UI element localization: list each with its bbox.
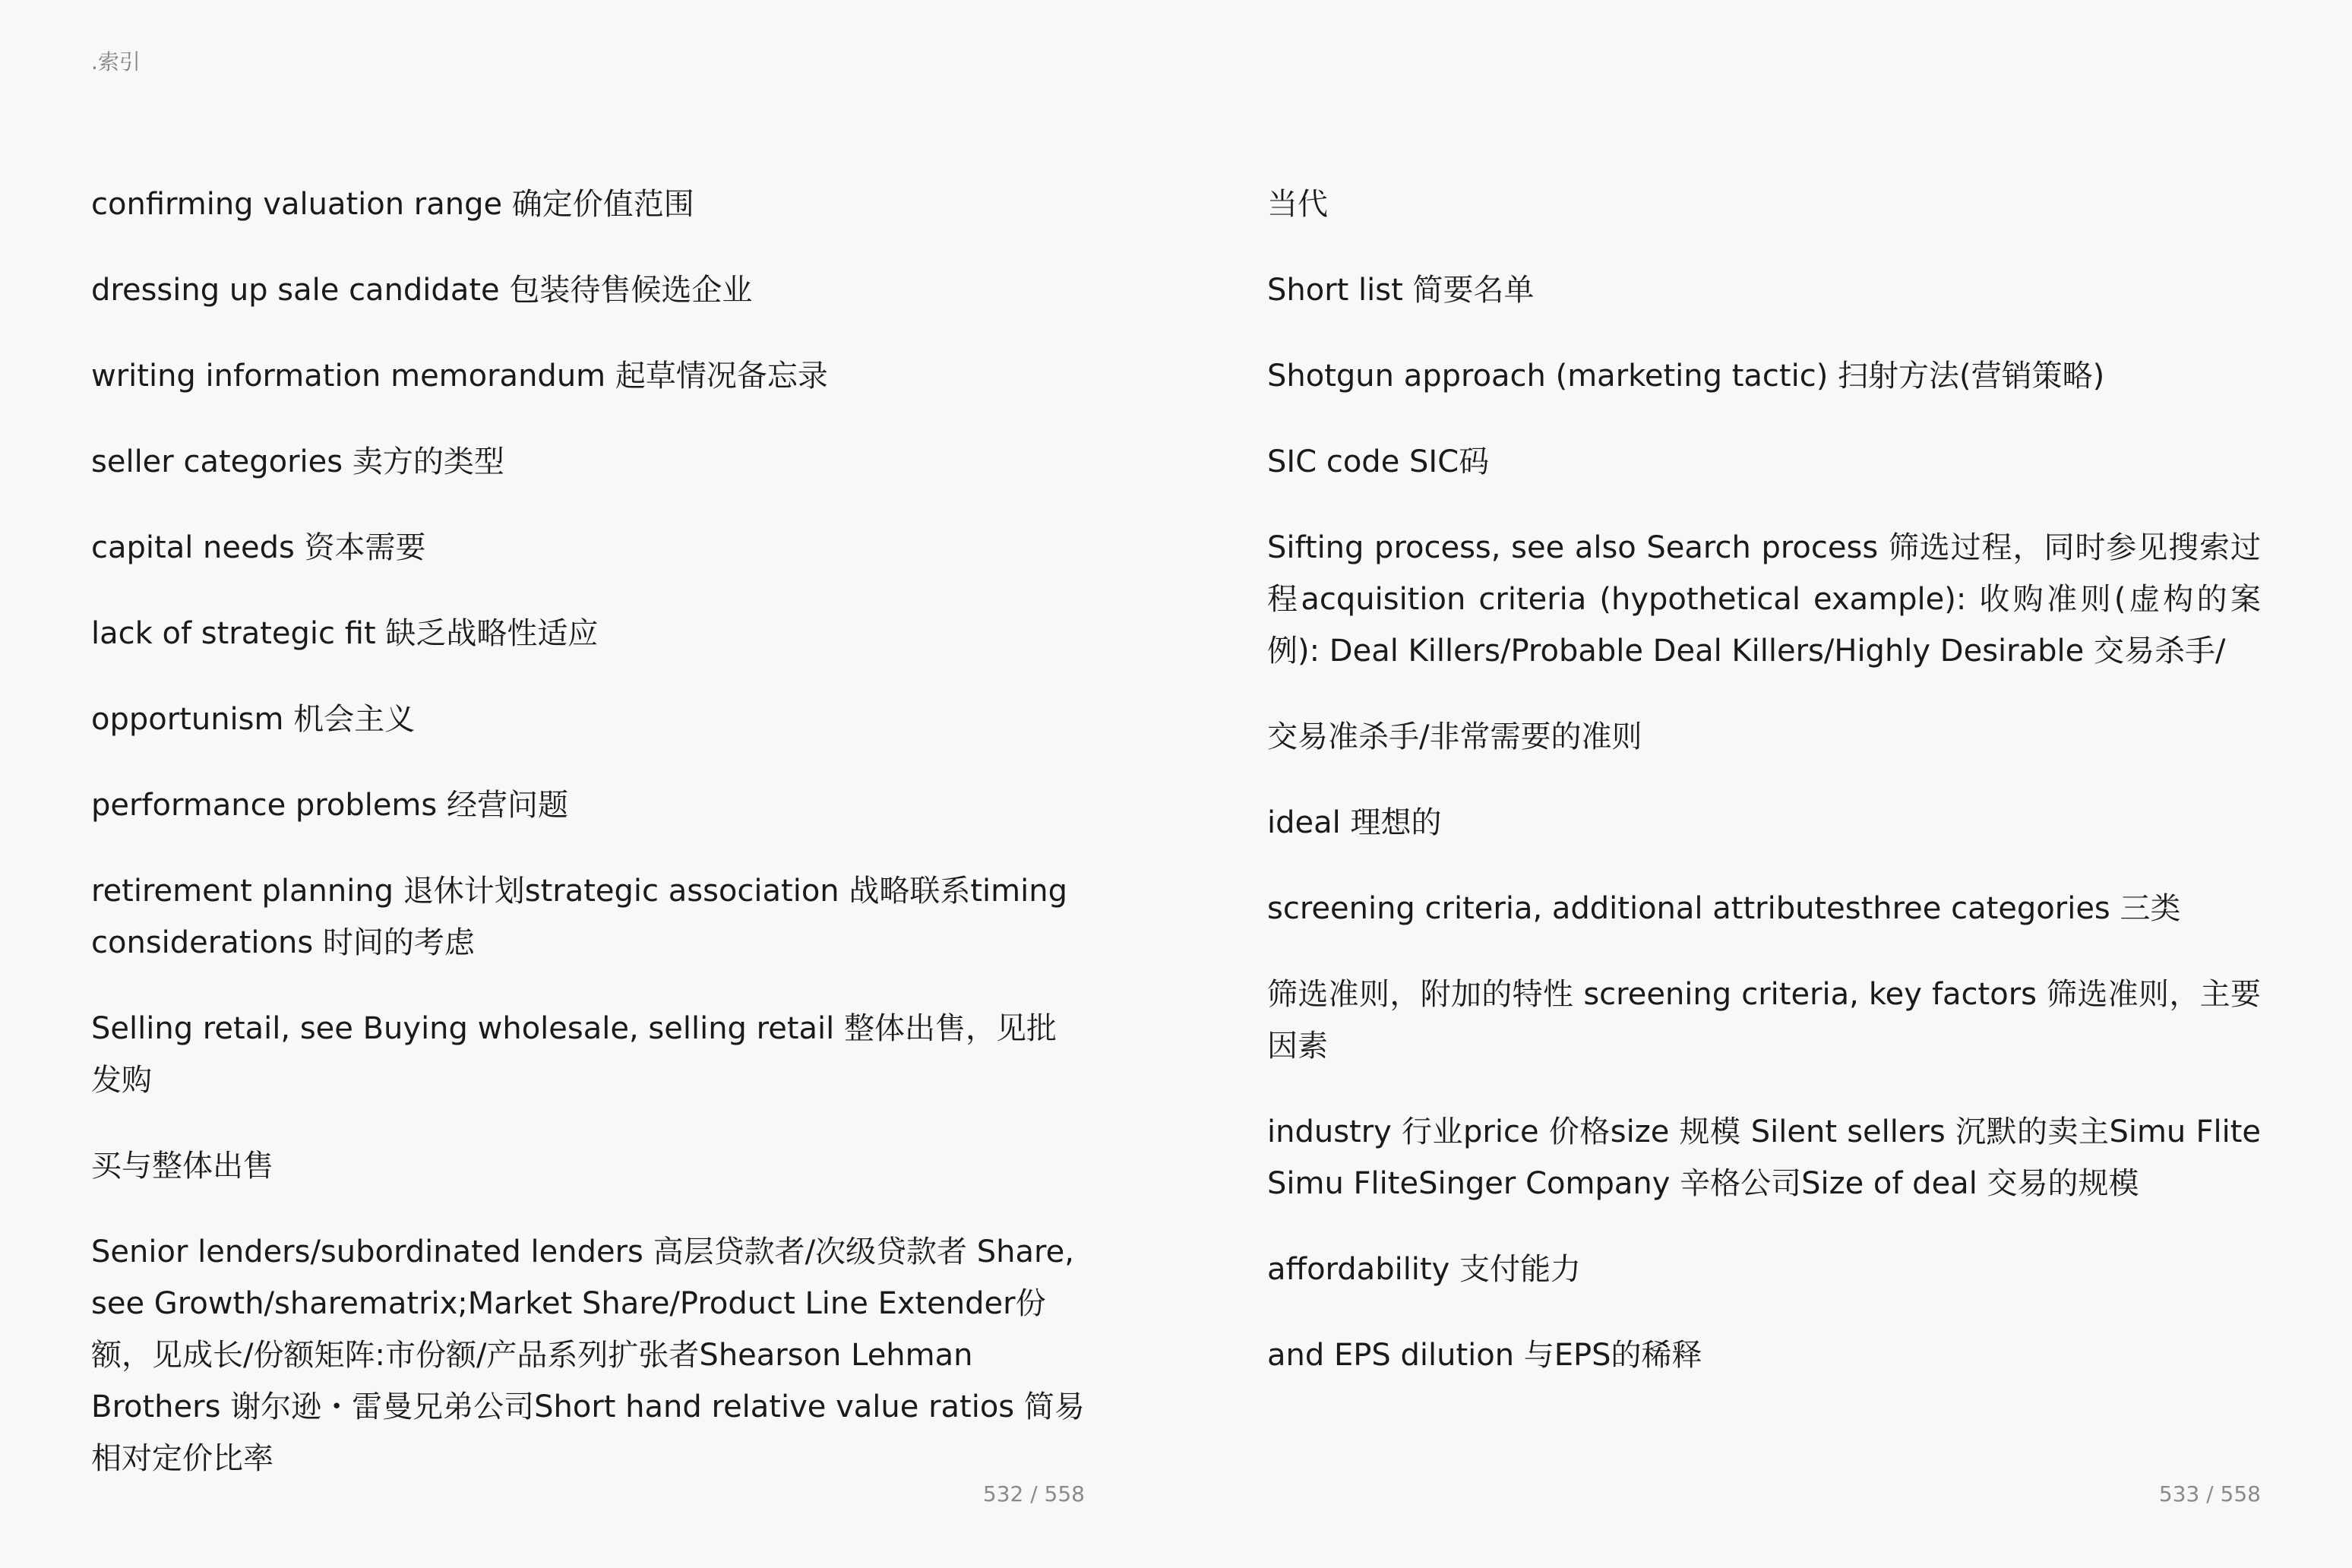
index-entry: SIC code SIC码	[1267, 444, 1490, 479]
index-entry: Selling retail, see Buying wholesale, selling retail 整体出售，见批发购	[91, 1011, 1057, 1098]
index-entry: screening criteria, additional attributesthree categories 三类	[1267, 891, 2181, 926]
right-page-number: 533 / 558	[2158, 1481, 2261, 1506]
index-entry: capital needs 资本需要	[91, 530, 426, 565]
index-entry: 筛选准则，附加的特性 screening criteria, key factors 筛选准则，主要因素	[1267, 977, 2261, 1064]
index-entry: dressing up sale candidate 包装待售候选企业	[91, 273, 753, 308]
left-page-number: 532 / 558	[982, 1481, 1085, 1506]
index-entry: industry 行业price 价格size 规模 Silent sellers 沉默的卖主Simu Flite Simu FliteSinger Company 辛格公司Size of deal 交易的规模	[1267, 1114, 2261, 1201]
index-entry: Short list 简要名单	[1267, 273, 1535, 308]
index-entry: opportunism 机会主义	[91, 702, 416, 737]
index-entry: affordability 支付能力	[1267, 1252, 1581, 1287]
index-entry: Shotgun approach (marketing tactic) 扫射方法(营销策略)	[1267, 359, 2105, 394]
index-entry: ideal 理想的	[1267, 805, 1442, 840]
index-entry: and EPS dilution 与EPS的稀释	[1267, 1338, 1702, 1373]
section-header: .索引	[91, 49, 141, 74]
index-entry: 交易准杀手/非常需要的准则	[1267, 719, 1642, 754]
index-entry: writing information memorandum 起草情况备忘录	[91, 359, 828, 394]
index-entry: 当代	[1267, 187, 1328, 222]
right-page-column	[1267, 179, 2261, 1415]
index-entry: performance problems 经营问题	[91, 788, 568, 823]
index-entry: lack of strategic fit 缺乏战略性适应	[91, 616, 599, 651]
index-entry: seller categories 卖方的类型	[91, 444, 504, 479]
left-page-column	[91, 179, 1085, 1519]
index-entry: 买与整体出售	[91, 1149, 273, 1184]
index-entry: retirement planning 退休计划strategic association 战略联系timing considerations 时间的考虑	[91, 874, 1067, 960]
index-entry: Senior lenders/subordinated lenders 高层贷款者/次级贷款者 Share, see Growth/sharematrix;Market Share/Product Line Extender份额，见成长/份额矩阵:市份额/产品系列扩张者Shearson Lehman Brothers 谢尔逊・雷曼兄弟公司Short hand relative value ratios 简易相对定价比率	[91, 1234, 1085, 1476]
index-entry: Sifting process, see also Search process 筛选过程，同时参见搜索过程acquisition criteria (hypothetical example): 收购准则(虚构的案例): Deal Killers/Probable Deal Killers/Highly Desirable 交易杀手/	[1267, 530, 2261, 669]
index-entry: confirming valuation range 确定价值范围	[91, 187, 694, 222]
